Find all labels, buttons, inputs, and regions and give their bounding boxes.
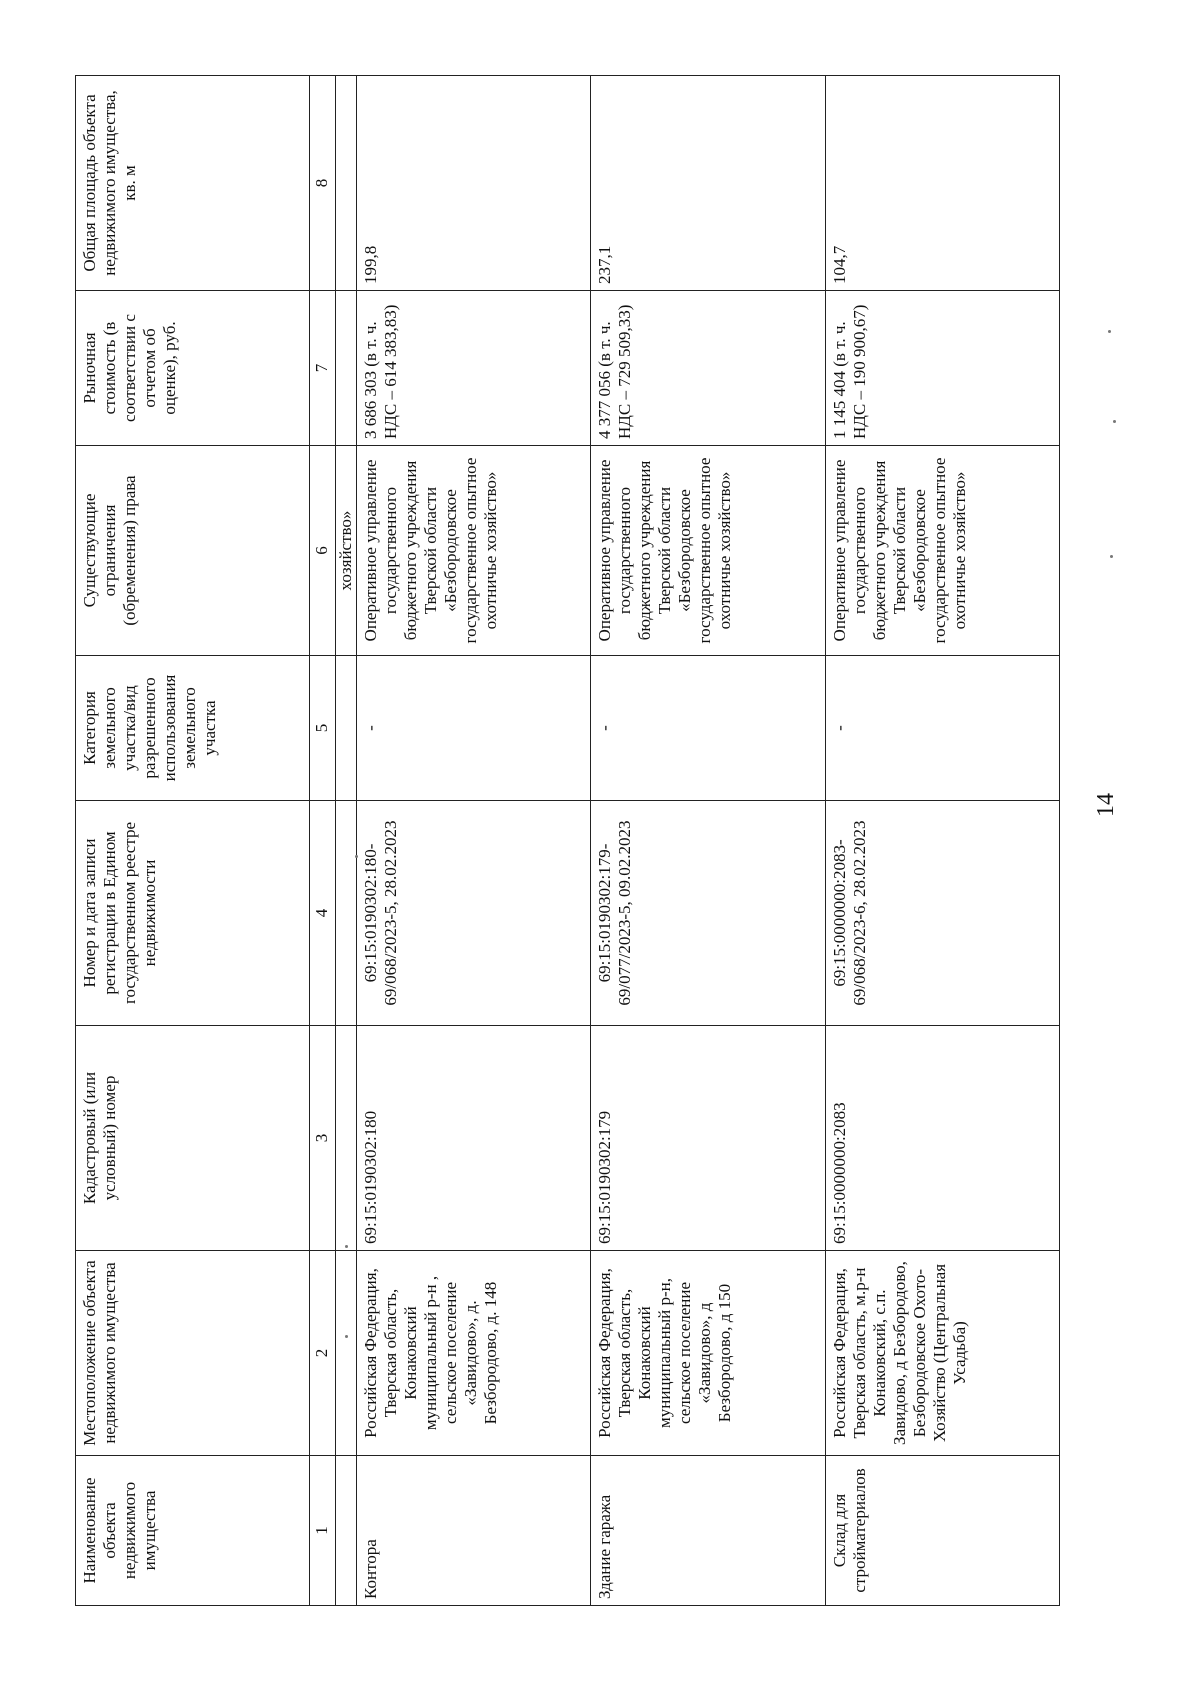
- cell-encumbrance: Оперативное управление государственного бюджетного учреждения Тверской области «Безбородовское государственное опытное охотничье хозяйство»: [356, 446, 590, 656]
- cell-name: Контора: [356, 1456, 590, 1606]
- carryover-text: хозяйство»: [335, 446, 356, 656]
- scan-speck: [1108, 330, 1111, 333]
- cell-cadastral: 69:15:0190302:179: [591, 1026, 825, 1251]
- cell-category: -: [591, 656, 825, 801]
- header-category: Категория земельного участка/вид разрешенного использования земельного участка: [76, 656, 310, 801]
- table-row: [591, 76, 825, 1606]
- header-encumbrance: Существующие ограничения (обременения) права: [76, 446, 310, 656]
- header-name: Наименование объекта недвижимого имущества: [76, 1456, 310, 1606]
- cell-cadastral: 69:15:0000000:2083: [825, 1026, 1060, 1251]
- page-number: 14: [1093, 793, 1119, 817]
- scan-speck: [1113, 420, 1116, 423]
- column-number: 4: [310, 801, 335, 1026]
- cell-encumbrance: Оперативное управление государственного бюджетного учреждения Тверской области «Безбородовское государственное опытное охотничье хозяйство»: [825, 446, 1060, 656]
- cell-cadastral: 69:15:0190302:180: [356, 1026, 590, 1251]
- cell-area: 237,1: [591, 76, 825, 291]
- carryover-row: [335, 76, 356, 1606]
- cell-area: 104,7: [825, 76, 1060, 291]
- cell-name: Здание гаража: [591, 1456, 825, 1606]
- scan-speck: [345, 1335, 348, 1338]
- header-location: Местоположение объекта недвижимого имущества: [76, 1251, 310, 1456]
- column-number: 6: [310, 446, 335, 656]
- rotated-table-wrapper: [75, 75, 1119, 1605]
- column-number: 7: [310, 291, 335, 446]
- cell-name: Склад для стройматериалов: [825, 1456, 1060, 1606]
- cell-category: -: [356, 656, 590, 801]
- column-number-row: [310, 76, 335, 1606]
- cell-value: 3 686 303 (в т. ч. НДС – 614 383,83): [356, 291, 590, 446]
- cell-category: -: [825, 656, 1060, 801]
- header-row: [76, 76, 310, 1606]
- column-number: 8: [310, 76, 335, 291]
- column-number: 3: [310, 1026, 335, 1251]
- header-value: Рыночная стоимость (в соответствии с отчетом об оценке), руб.: [76, 291, 310, 446]
- property-registry-table: [75, 75, 1060, 1606]
- cell-encumbrance: Оперативное управление государственного бюджетного учреждения Тверской области «Безбородовское государственное опытное охотничье хозяйство»: [591, 446, 825, 656]
- cell-location: Российская Федерация, Тверская область, Конаковский муниципальный р-н , сельское поселение «Завидово», д. Безбородово, д. 148: [356, 1251, 590, 1456]
- cell-area: 199,8: [356, 76, 590, 291]
- table-row: [356, 76, 590, 1606]
- cell-registration: 69:15:0190302:179-69/077/2023-5, 09.02.2023: [591, 801, 825, 1026]
- scan-speck: [345, 1245, 348, 1248]
- header-cadastral: Кадастровый (или условный) номер: [76, 1026, 310, 1251]
- column-number: 5: [310, 656, 335, 801]
- table-row: [825, 76, 1060, 1606]
- cell-value: 4 377 056 (в т. ч. НДС – 729 509,33): [591, 291, 825, 446]
- cell-registration: 69:15:0190302:180-69/068/2023-5, 28.02.2023: [356, 801, 590, 1026]
- header-registration: Номер и дата записи регистрации в Едином государственном реестре недвижимости: [76, 801, 310, 1026]
- cell-registration: 69:15:0000000:2083-69/068/2023-6, 28.02.2023: [825, 801, 1060, 1026]
- cell-location: Российская Федерация, Тверская область, Конаковский муниципальный р-н, сельское поселение «Завидово», д Безбородово, д 150: [591, 1251, 825, 1456]
- cell-location: Российская Федерация, Тверская область, м.р-н Конаковский, с.п. Завидово, д Безбородово, Безбородовское Охото-Хозяйство (Центральная Усадьба): [825, 1251, 1060, 1456]
- column-number: 2: [310, 1251, 335, 1456]
- column-number: 1: [310, 1456, 335, 1606]
- scan-speck: [1110, 555, 1113, 558]
- scan-speck: [355, 855, 358, 858]
- cell-value: 1 145 404 (в т. ч. НДС – 190 900,67): [825, 291, 1060, 446]
- header-area: Общая площадь объекта недвижимого имущества, кв. м: [76, 76, 310, 291]
